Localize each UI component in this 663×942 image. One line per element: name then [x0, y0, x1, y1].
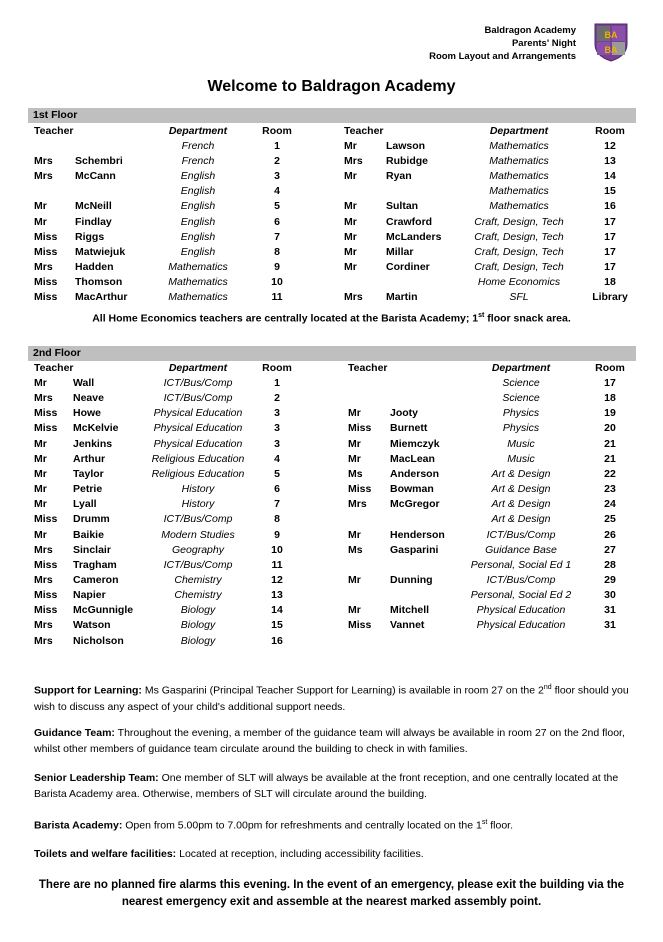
teacher-name: Gasparini	[390, 543, 439, 556]
svg-text:BA: BA	[604, 30, 618, 40]
teacher-title: Mr	[344, 245, 357, 258]
table-row	[0, 184, 663, 199]
department: Art & Design	[491, 483, 551, 496]
table-row	[0, 467, 663, 482]
room-number: 1	[274, 140, 280, 152]
department: Music	[507, 452, 535, 465]
department: Modern Studies	[161, 528, 235, 541]
teacher-name: Lawson	[386, 140, 426, 152]
teacher-name: McGregor	[390, 498, 440, 511]
department: Personal, Social Ed 1	[470, 558, 572, 571]
department: Physical Education	[153, 407, 243, 420]
teacher-title: Mr	[34, 437, 47, 450]
table-row	[0, 391, 663, 406]
room-number: 30	[604, 589, 616, 602]
teacher-name: Ryan	[386, 170, 412, 183]
table-row	[0, 558, 663, 573]
f2-right-room-header: Room	[595, 362, 625, 374]
table-row	[0, 154, 663, 169]
room-number: 17	[604, 260, 616, 273]
room-number: 18	[604, 392, 616, 405]
support-for-learning-info: Support for Learning: Ms Gasparini (Principal Teacher Support for Learning) is available in room 27 on the 2nd floor should you wish to discuss any aspect of your child's additional support needs.	[34, 684, 629, 713]
teacher-name: Cameron	[73, 573, 119, 586]
room-number: 10	[271, 543, 283, 556]
school-name: Baldragon Academy	[484, 25, 576, 36]
department: Physics	[502, 407, 540, 420]
teacher-title: Mrs	[34, 634, 53, 647]
teacher-title: Mr	[348, 452, 361, 465]
table-row	[0, 497, 663, 512]
room-number: 8	[274, 245, 280, 258]
room-number: 16	[271, 634, 283, 647]
f1-right-dept-header: Department	[489, 125, 549, 137]
department: Mathematics	[168, 260, 228, 273]
teacher-title: Mr	[34, 528, 47, 541]
department: Biology	[180, 634, 216, 647]
department: English	[180, 170, 216, 183]
teacher-title: Ms	[348, 543, 363, 556]
department: Craft, Design, Tech	[474, 215, 564, 228]
teacher-name: Millar	[386, 245, 414, 258]
teacher-name: McNeill	[75, 200, 112, 213]
room-number: 11	[271, 558, 283, 571]
table-row	[0, 588, 663, 603]
department: Physical Education	[476, 604, 566, 617]
table-row	[0, 406, 663, 421]
room-number: 25	[604, 513, 616, 526]
department: Mathematics	[489, 200, 549, 213]
room-number: 10	[271, 275, 283, 288]
teacher-title: Mr	[344, 260, 357, 273]
teacher-name: Baikie	[73, 528, 104, 541]
department: Home Economics	[477, 275, 561, 288]
teacher-name: Petrie	[73, 483, 103, 496]
teacher-name: Hadden	[75, 260, 114, 273]
room-number: 20	[604, 422, 616, 435]
barista-academy-info: Barista Academy: Open from 5.00pm to 7.00pm for refreshments and centrally located on the 1st floor.	[34, 819, 513, 832]
teacher-title: Mrs	[344, 155, 363, 168]
teacher-title: Mrs	[34, 392, 53, 405]
teacher-title: Mr	[344, 215, 357, 228]
f1-left-dept-header: Department	[168, 125, 228, 137]
table-row	[0, 528, 663, 543]
department: ICT/Bus/Comp	[163, 513, 233, 526]
teacher-name: Dunning	[390, 573, 433, 586]
table-row	[0, 437, 663, 452]
teacher-name: Burnett	[390, 422, 428, 435]
teacher-title: Mr	[34, 452, 47, 465]
teacher-name: Tragham	[73, 558, 117, 571]
department: Art & Design	[491, 513, 551, 526]
room-number: 26	[604, 528, 616, 541]
f2-right-dept-header: Department	[491, 362, 551, 374]
teacher-name: Watson	[73, 619, 111, 632]
teacher-name: Jooty	[390, 407, 419, 420]
department: ICT/Bus/Comp	[163, 377, 233, 389]
teacher-name: McCann	[75, 170, 116, 183]
department: Physical Education	[153, 437, 243, 450]
school-crest-logo	[593, 22, 629, 62]
document-subtitle: Room Layout and Arrangements	[429, 51, 576, 62]
teacher-title: Mr	[34, 215, 47, 228]
teacher-name: Schembri	[75, 155, 123, 168]
teacher-title: Miss	[348, 619, 372, 632]
department: Mathematics	[489, 170, 549, 183]
department: English	[180, 200, 216, 213]
room-number: 17	[604, 377, 616, 389]
table-row	[0, 169, 663, 184]
department: Mathematics	[489, 155, 549, 168]
table-row	[0, 245, 663, 260]
teacher-title: Mrs	[34, 619, 53, 632]
room-number: Library	[592, 291, 628, 303]
teacher-name: Mitchell	[390, 604, 430, 617]
table-row	[0, 573, 663, 588]
guidance-team-info: Guidance Team: Throughout the evening, a member of the guidance team will always be available in room 27 on the 2nd floor, whilst other members of guidance team circulate around the building to check in with families.	[34, 727, 625, 755]
department: English	[180, 230, 216, 243]
department: Music	[507, 437, 535, 450]
room-number: 13	[604, 155, 616, 168]
table-row	[0, 603, 663, 618]
department: Art & Design	[491, 467, 551, 480]
teacher-title: Miss	[348, 483, 372, 496]
home-economics-note: All Home Economics teachers are centrally located at the Barista Academy; 1st floor snack area.	[92, 312, 571, 325]
senior-leadership-info: Senior Leadership Team: One member of SLT will always be available at the front reception, and one centrally located at the Barista Academy area. Otherwise, members of SLT will circulate around the building.	[34, 772, 619, 800]
department: ICT/Bus/Comp	[486, 573, 556, 586]
teacher-name: Napier	[73, 589, 106, 602]
department: ICT/Bus/Comp	[163, 558, 233, 571]
teacher-name: Neave	[73, 392, 104, 405]
teacher-title: Mr	[34, 498, 47, 511]
department: Biology	[180, 619, 216, 632]
toilets-welfare-info: Toilets and welfare facilities: Located at reception, including accessibility facilities.	[34, 848, 424, 860]
f2-left-teacher-header: Teacher	[34, 362, 74, 374]
teacher-title: Mr	[344, 200, 357, 213]
f1-left-room-header: Room	[262, 125, 292, 137]
room-number: 8	[274, 513, 280, 526]
teacher-name: Riggs	[75, 230, 105, 243]
teacher-title: Mr	[348, 573, 361, 586]
teacher-name: McLanders	[386, 230, 442, 243]
table-row	[0, 199, 663, 214]
teacher-title: Mr	[348, 407, 361, 420]
department: Science	[502, 377, 540, 389]
department: Craft, Design, Tech	[474, 260, 564, 273]
room-number: 9	[274, 260, 280, 273]
event-name: Parents' Night	[511, 38, 576, 49]
teacher-title: Mrs	[348, 498, 367, 511]
f2-left-room-header: Room	[262, 362, 292, 374]
department: Chemistry	[174, 573, 222, 586]
teacher-title: Mr	[344, 170, 357, 183]
teacher-name: Taylor	[73, 467, 104, 480]
teacher-title: Mrs	[34, 573, 53, 586]
teacher-title: Miss	[34, 407, 58, 420]
teacher-title: Mrs	[34, 155, 53, 168]
page-title: Welcome to Baldragon Academy	[207, 78, 456, 95]
teacher-title: Mr	[348, 528, 361, 541]
teacher-name: Vannet	[390, 619, 425, 632]
teacher-name: MacLean	[390, 452, 435, 465]
room-number: 27	[604, 543, 616, 556]
department: Mathematics	[168, 291, 228, 303]
teacher-name: Cordiner	[386, 260, 430, 273]
teacher-title: Miss	[34, 291, 58, 303]
teacher-name: Arthur	[73, 452, 106, 465]
room-number: 11	[271, 291, 283, 303]
teacher-name: Matwiejuk	[75, 245, 126, 258]
department: History	[181, 483, 215, 496]
room-number: 19	[604, 407, 616, 420]
department: Physical Education	[153, 422, 243, 435]
room-number: 4	[274, 185, 280, 198]
floor1-header: 1st Floor	[28, 108, 636, 123]
room-number: 18	[604, 275, 616, 288]
table-row	[0, 260, 663, 275]
teacher-title: Mr	[34, 200, 47, 213]
department: Religious Education	[151, 467, 245, 480]
table-row	[0, 139, 663, 154]
teacher-title: Mrs	[34, 543, 53, 556]
department: Mathematics	[489, 140, 549, 152]
room-number: 17	[604, 215, 616, 228]
department: Mathematics	[168, 275, 228, 288]
department: SFL	[509, 291, 529, 303]
teacher-name: McKelvie	[73, 422, 119, 435]
teacher-title: Miss	[34, 604, 58, 617]
department: English	[180, 215, 216, 228]
teacher-name: Miemczyk	[390, 437, 440, 450]
room-number: 4	[274, 452, 280, 465]
teacher-title: Miss	[34, 245, 58, 258]
teacher-name: McGunnigle	[73, 604, 134, 617]
teacher-name: Wall	[73, 377, 95, 389]
teacher-name: Bowman	[390, 483, 434, 496]
teacher-title: Miss	[34, 230, 58, 243]
room-number: 1	[274, 377, 280, 389]
svg-text:BA: BA	[604, 45, 618, 55]
room-number: 14	[604, 170, 616, 183]
f2-left-dept-header: Department	[168, 362, 228, 374]
teacher-title: Miss	[348, 422, 372, 435]
department: English	[180, 185, 216, 198]
table-row	[0, 275, 663, 290]
room-number: 3	[274, 407, 280, 420]
room-number: 31	[604, 619, 616, 632]
room-number: 9	[274, 528, 280, 541]
room-number: 17	[604, 230, 616, 243]
room-number: 2	[274, 392, 280, 405]
teacher-title: Mr	[34, 377, 47, 389]
teacher-name: Findlay	[75, 215, 112, 228]
department: ICT/Bus/Comp	[163, 392, 233, 405]
teacher-name: Crawford	[386, 215, 433, 228]
table-row	[0, 452, 663, 467]
department: Craft, Design, Tech	[474, 245, 564, 258]
f1-left-teacher-header: Teacher	[34, 125, 74, 137]
department: Chemistry	[174, 589, 222, 602]
teacher-name: Martin	[386, 291, 418, 303]
table-row	[0, 215, 663, 230]
teacher-title: Mr	[34, 483, 47, 496]
department: Religious Education	[151, 452, 245, 465]
table-row	[0, 634, 663, 649]
department: Mathematics	[489, 185, 549, 198]
room-number: 5	[274, 200, 280, 213]
teacher-name: Henderson	[390, 528, 445, 541]
room-number: 29	[604, 573, 616, 586]
department: French	[181, 140, 215, 152]
department: Guidance Base	[485, 543, 557, 556]
teacher-title: Mrs	[34, 170, 53, 183]
teacher-title: Miss	[34, 422, 58, 435]
floor2-header: 2nd Floor	[28, 346, 636, 361]
teacher-name: MacArthur	[75, 291, 128, 303]
department: Art & Design	[491, 498, 551, 511]
room-number: 12	[271, 573, 283, 586]
room-number: 6	[274, 215, 280, 228]
room-number: 5	[274, 467, 280, 480]
room-number: 15	[604, 185, 616, 198]
table-row	[0, 482, 663, 497]
room-number: 28	[604, 558, 616, 571]
room-number: 17	[604, 245, 616, 258]
emergency-notice: There are no planned fire alarms this evening. In the event of an emergency, please exit the building via the nearest emergency exit and assemble at the nearest marked assembly point.	[38, 879, 625, 908]
teacher-title: Mr	[344, 140, 357, 152]
room-number: 3	[274, 422, 280, 435]
department: Biology	[180, 604, 216, 617]
teacher-name: Thomson	[75, 275, 123, 288]
table-row	[0, 230, 663, 245]
department: Geography	[172, 543, 224, 556]
room-number: 3	[274, 437, 280, 450]
department: Personal, Social Ed 2	[470, 589, 572, 602]
teacher-name: Drumm	[73, 513, 110, 526]
department: Science	[502, 392, 540, 405]
room-number: 21	[604, 437, 616, 450]
f1-right-room-header: Room	[595, 125, 625, 137]
room-number: 21	[604, 452, 616, 465]
teacher-title: Mr	[348, 437, 361, 450]
teacher-title: Miss	[34, 275, 58, 288]
f2-right-teacher-header: Teacher	[348, 362, 388, 374]
teacher-title: Mrs	[344, 291, 363, 303]
teacher-name: Sinclair	[73, 543, 111, 556]
table-row	[0, 376, 663, 391]
room-number: 14	[271, 604, 283, 617]
room-number: 15	[271, 619, 283, 632]
teacher-title: Ms	[348, 467, 363, 480]
room-number: 23	[604, 483, 616, 496]
teacher-name: Rubidge	[386, 155, 428, 168]
department: Physics	[502, 422, 540, 435]
room-number: 3	[274, 170, 280, 183]
room-number: 12	[604, 140, 616, 152]
document-header	[429, 24, 576, 63]
room-number: 7	[274, 230, 280, 243]
department: French	[181, 155, 215, 168]
teacher-title: Mrs	[34, 260, 53, 273]
table-row	[0, 512, 663, 527]
room-number: 24	[604, 498, 616, 511]
teacher-name: Jenkins	[73, 437, 113, 450]
room-number: 22	[604, 467, 616, 480]
teacher-title: Mr	[344, 230, 357, 243]
department: History	[181, 498, 215, 511]
teacher-title: Mr	[34, 467, 47, 480]
teacher-title: Mr	[348, 604, 361, 617]
table-row	[0, 290, 663, 305]
department: English	[180, 245, 216, 258]
room-number: 7	[274, 498, 280, 511]
teacher-title: Miss	[34, 513, 58, 526]
teacher-name: Anderson	[390, 467, 440, 480]
department: Craft, Design, Tech	[474, 230, 564, 243]
room-number: 13	[271, 589, 283, 602]
f1-right-teacher-header: Teacher	[344, 125, 384, 137]
table-row	[0, 543, 663, 558]
department: ICT/Bus/Comp	[486, 528, 556, 541]
teacher-title: Miss	[34, 558, 58, 571]
department: Physical Education	[476, 619, 566, 632]
teacher-name: Howe	[73, 407, 102, 420]
teacher-name: Nicholson	[73, 634, 124, 647]
teacher-title: Miss	[34, 589, 58, 602]
room-number: 6	[274, 483, 280, 496]
room-number: 31	[604, 604, 616, 617]
room-number: 16	[604, 200, 616, 213]
room-number: 2	[274, 155, 280, 168]
teacher-name: Sultan	[386, 200, 419, 213]
table-row	[0, 421, 663, 436]
teacher-name: Lyall	[73, 498, 97, 511]
table-row	[0, 618, 663, 633]
